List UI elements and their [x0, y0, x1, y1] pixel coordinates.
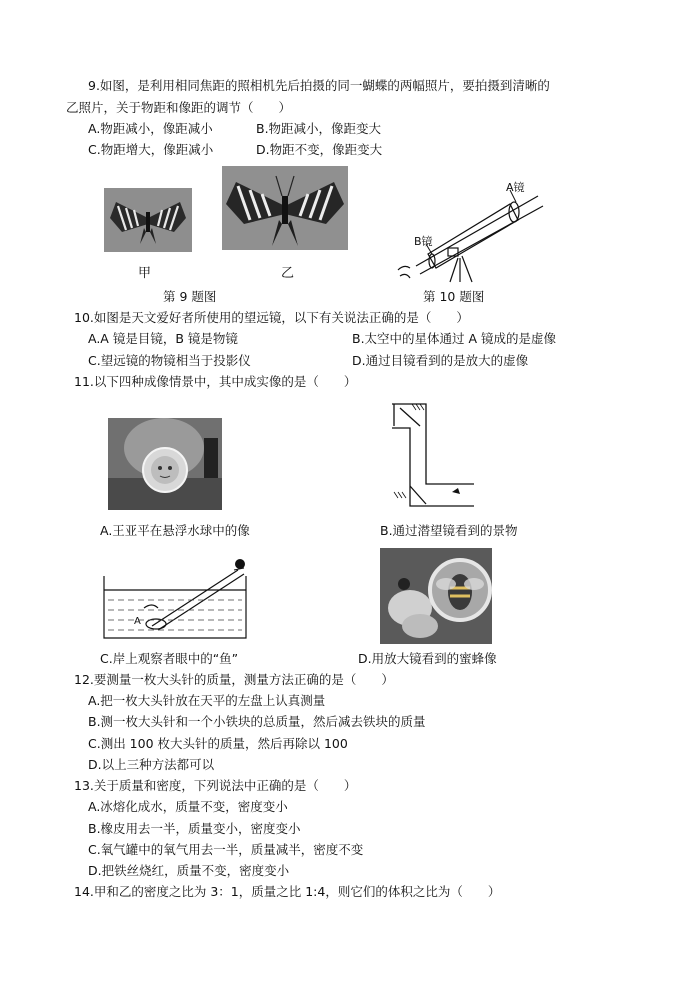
butterfly-photo-jia: [104, 188, 192, 252]
q10-option-d: D.通过目镜看到的是放大的虚像: [352, 353, 529, 368]
lens-a-label: A镜: [506, 181, 525, 194]
label-yi: 乙: [281, 266, 295, 281]
q11-option-d: D.用放大镜看到的蜜蜂像: [358, 651, 497, 666]
q10-option-a: A.A 镜是目镜，B 镜是物镜: [88, 331, 238, 346]
q10-stem: 10.如图是天文爱好者所使用的望远镜，以下有关说法正确的是（ ）: [74, 310, 469, 325]
q12-option-c: C.测出 100 枚大头针的质量，然后再除以 100: [88, 736, 348, 751]
bee-magnifier-photo: [380, 548, 492, 644]
q10-option-c: C.望远镜的物镜相当于投影仪: [88, 353, 251, 368]
q9-stem-line1: 9.如图，是利用相同焦距的照相机先后拍摄的同一蝴蝶的两幅照片，要拍摄到清晰的: [88, 78, 550, 93]
q11-option-c: C.岸上观察者眼中的“鱼”: [100, 651, 239, 666]
q12-stem: 12.要测量一枚大头针的质量，测量方法正确的是（ ）: [74, 672, 394, 687]
periscope-diagram: [380, 400, 480, 510]
butterfly-photo-yi: [222, 166, 348, 250]
label-jia: 甲: [138, 266, 152, 281]
q13-option-b: B.橡皮用去一半，质量变小，密度变小: [88, 821, 301, 836]
fish-tank-diagram: [100, 556, 260, 642]
q9-figure-caption: 第 9 题图: [163, 289, 217, 304]
q10-figure-caption: 第 10 题图: [423, 289, 485, 304]
q14-stem: 14.甲和乙的密度之比为 3：1，质量之比 1:4，则它们的体积之比为（ ）: [74, 884, 501, 899]
fish-label-a: A: [134, 616, 141, 627]
q13-option-c: C.氧气罐中的氧气用去一半，质量减半，密度不变: [88, 842, 364, 857]
q9-stem-line2: 乙照片，关于物距和像距的调节（ ）: [66, 100, 292, 115]
q9-option-d: D.物距不变，像距变大: [256, 142, 383, 157]
q13-stem: 13.关于质量和密度，下列说法中正确的是（ ）: [74, 778, 357, 793]
q9-option-c: C.物距增大，像距减小: [88, 142, 214, 157]
water-ball-photo: [108, 418, 222, 510]
q13-option-a: A.冰熔化成水，质量不变，密度变小: [88, 799, 288, 814]
q11-option-a: A.王亚平在悬浮水球中的像: [100, 523, 250, 538]
q11-stem: 11.以下四种成像情景中，其中成实像的是（ ）: [74, 374, 357, 389]
q9-option-a: A.物距减小，像距减小: [88, 121, 213, 136]
q12-option-d: D.以上三种方法都可以: [88, 757, 215, 772]
q11-option-b: B.通过潜望镜看到的景物: [380, 523, 518, 538]
q9-option-b: B.物距减小，像距变大: [256, 121, 382, 136]
q12-option-a: A.把一枚大头针放在天平的左盘上认真测量: [88, 693, 326, 708]
q10-option-b: B.太空中的星体通过 A 镜成的是虚像: [352, 331, 557, 346]
q13-option-d: D.把铁丝烧红，质量不变，密度变小: [88, 863, 290, 878]
lens-b-label: B镜: [414, 235, 433, 248]
q12-option-b: B.测一枚大头针和一个小铁块的总质量，然后减去铁块的质量: [88, 714, 426, 729]
